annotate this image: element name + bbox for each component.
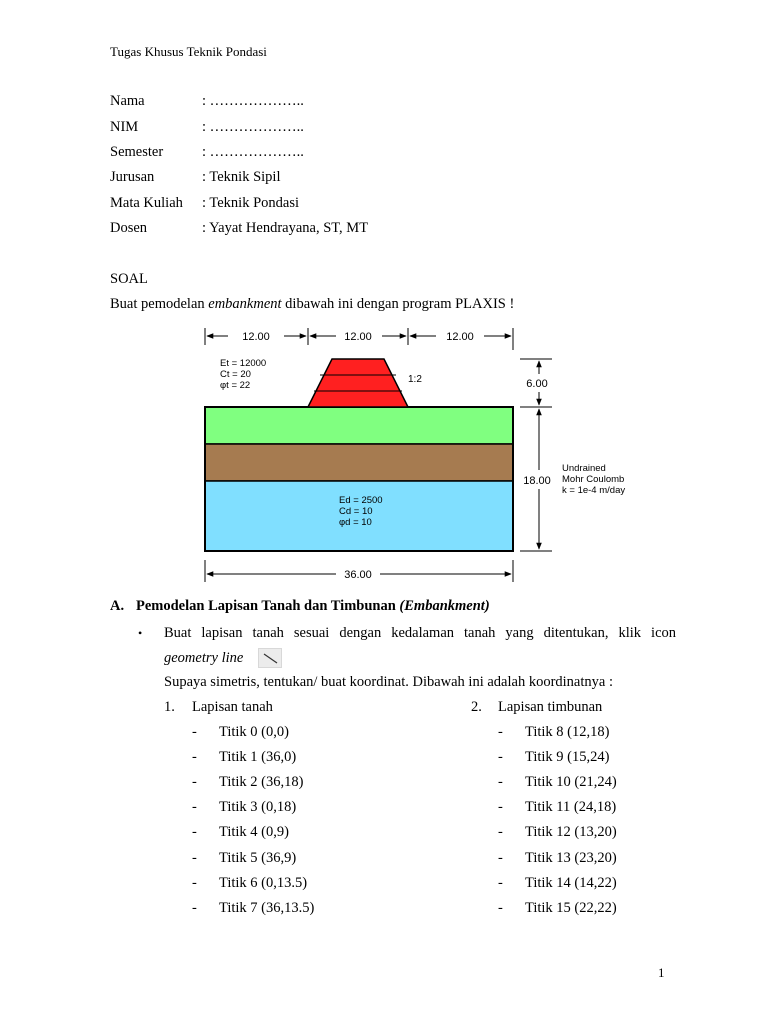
list-item-dash: - <box>192 799 197 815</box>
bullet-line-3: Supaya simetris, tentukan/ buat koordinat. Dibawah ini adalah koordinatnya : <box>164 674 613 690</box>
dim-top-3: 12.00 <box>446 331 474 343</box>
info-label-dosen: Dosen <box>110 220 148 236</box>
info-label-nama: Nama <box>110 93 145 109</box>
list-item: Titik 15 (22,22) <box>525 900 617 916</box>
list-item: Titik 1 (36,0) <box>219 749 297 765</box>
list-item-dash: - <box>192 749 197 765</box>
dim-right-main: 18.00 <box>523 475 551 487</box>
document-header: Tugas Khusus Teknik Pondasi <box>110 44 267 59</box>
soil-prop-c: Cd = 10 <box>339 506 373 517</box>
list-item-dash: - <box>498 875 503 891</box>
soal-text: Buat pemodelan embankment dibawah ini dengan program PLAXIS ! <box>110 296 515 312</box>
dim-right-top: 6.00 <box>526 378 548 390</box>
info-label-semester: Semester <box>110 144 164 160</box>
soil-prop-e: Ed = 2500 <box>339 495 383 506</box>
model-note-2: Mohr Coulomb <box>562 474 625 485</box>
bullet-dot: • <box>138 626 143 640</box>
info-value-semester: : ……………….. <box>202 144 304 160</box>
embankment-prop-e: Et = 12000 <box>220 358 267 369</box>
list1-title: Lapisan tanah <box>192 699 273 715</box>
list-item-dash: - <box>192 824 197 840</box>
list-item-dash: - <box>498 749 503 765</box>
list-item: Titik 4 (0,9) <box>219 824 289 840</box>
list-item: Titik 11 (24,18) <box>525 799 617 815</box>
list-item: Titik 3 (0,18) <box>219 799 297 815</box>
bullet-line-1: Buat lapisan tanah sesuai dengan kedalaman tanah yang ditentukan, klik icon <box>164 625 676 641</box>
list-item-dash: - <box>192 724 197 740</box>
info-label-jurusan: Jurusan <box>110 169 155 185</box>
list2-title: Lapisan timbunan <box>498 699 603 715</box>
list-item: Titik 6 (0,13.5) <box>219 875 308 891</box>
list-item: Titik 9 (15,24) <box>525 749 610 765</box>
slope-label: 1:2 <box>408 374 422 385</box>
dim-top-1: 12.00 <box>242 331 270 343</box>
model-note-1: Undrained <box>562 463 606 474</box>
soil-layer-green <box>205 407 513 444</box>
bullet-line-2: geometry line <box>164 650 244 666</box>
model-note-3: k = 1e-4 m/day <box>562 485 626 496</box>
info-value-jurusan: : Teknik Sipil <box>202 169 281 185</box>
list-item: Titik 7 (36,13.5) <box>219 900 315 916</box>
list-item-dash: - <box>498 774 503 790</box>
list-item-dash: - <box>192 774 197 790</box>
list-item-dash: - <box>498 850 503 866</box>
section-title: Pemodelan Lapisan Tanah dan Timbunan (Embankment) <box>136 598 490 614</box>
info-value-mata-kuliah: : Teknik Pondasi <box>202 195 299 211</box>
list-item: Titik 12 (13,20) <box>525 824 617 840</box>
list-item-dash: - <box>192 875 197 891</box>
info-label-mata-kuliah: Mata Kuliah <box>110 195 183 211</box>
info-label-nim: NIM <box>110 119 139 135</box>
embankment-prop-c: Ct = 20 <box>220 369 251 380</box>
list-item: Titik 10 (21,24) <box>525 774 617 790</box>
list1-number: 1. <box>164 699 175 715</box>
info-value-nim: : ……………….. <box>202 119 304 135</box>
list-item-dash: - <box>498 900 503 916</box>
soal-title: SOAL <box>110 271 148 287</box>
list-item-dash: - <box>192 900 197 916</box>
soil-layer-brown <box>205 444 513 481</box>
info-value-dosen: : Yayat Hendrayana, ST, MT <box>202 220 369 236</box>
embankment-prop-phi: φt = 22 <box>220 380 251 391</box>
page-number: 1 <box>658 965 665 980</box>
list-item-dash: - <box>498 824 503 840</box>
dim-top-2: 12.00 <box>344 331 372 343</box>
geometry-line-icon[interactable] <box>258 648 282 668</box>
embankment-shape <box>308 359 408 407</box>
soil-prop-phi: φd = 10 <box>339 517 372 528</box>
list-item: Titik 8 (12,18) <box>525 724 610 740</box>
list-item: Titik 5 (36,9) <box>219 850 297 866</box>
list-item: Titik 14 (14,22) <box>525 875 617 891</box>
list-item: Titik 13 (23,20) <box>525 850 617 866</box>
list-item: Titik 2 (36,18) <box>219 774 304 790</box>
info-value-nama: : ……………….. <box>202 93 304 109</box>
section-letter: A. <box>110 598 125 614</box>
list-item-dash: - <box>498 724 503 740</box>
list2-number: 2. <box>471 699 482 715</box>
list-item: Titik 0 (0,0) <box>219 724 289 740</box>
list-item-dash: - <box>498 799 503 815</box>
list-item-dash: - <box>192 850 197 866</box>
dim-bottom: 36.00 <box>344 569 372 581</box>
